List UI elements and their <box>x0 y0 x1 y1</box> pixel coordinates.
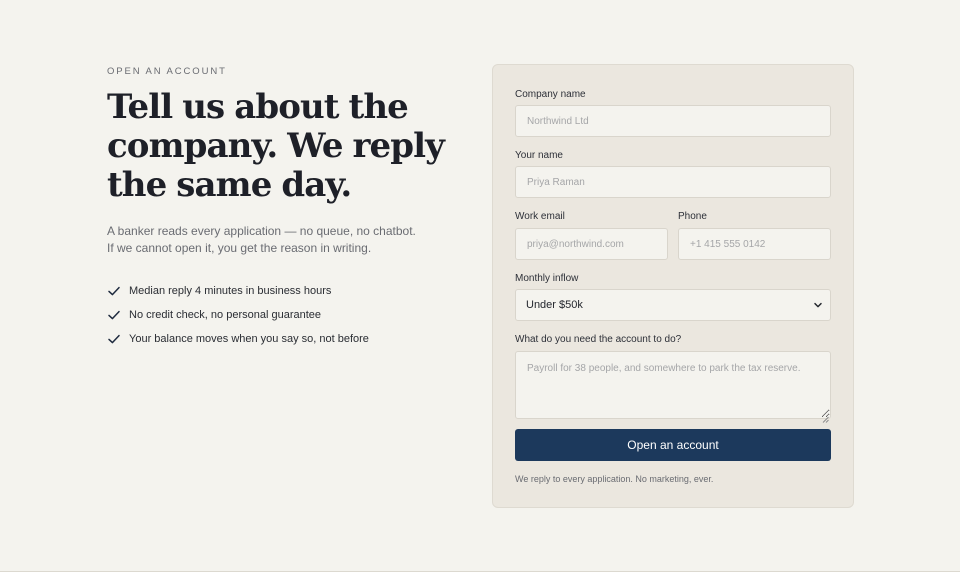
intro-description-line: A banker reads every application — no queue, no chatbot. <box>107 224 416 238</box>
purpose-textarea[interactable] <box>515 351 831 419</box>
monthly-inflow-selected-value: Under $50k <box>526 299 583 311</box>
list-item-text: No credit check, no personal guarantee <box>129 309 322 321</box>
company-name-label: Company name <box>515 89 586 100</box>
form-footnote: We reply to every application. No marketing, ever. <box>515 474 714 484</box>
chevron-down-icon <box>813 300 823 310</box>
your-name-label: Your name <box>515 150 563 161</box>
work-email-input[interactable] <box>515 228 668 260</box>
list-item <box>107 327 467 351</box>
purpose-label: What do you need the account to do? <box>515 334 682 345</box>
list-item <box>107 279 467 303</box>
intro-description <box>107 223 467 257</box>
open-account-button[interactable]: Open an account <box>515 429 831 461</box>
list-item-text: Your balance moves when you say so, not before <box>129 333 369 345</box>
eyebrow: OPEN AN ACCOUNT <box>107 66 227 77</box>
page-title: Tell us about the company. We reply the same day. <box>107 87 444 205</box>
resize-handle-icon[interactable] <box>822 410 829 417</box>
list-item-text: Median reply 4 minutes in business hours <box>129 285 332 297</box>
work-email-label: Work email <box>515 211 565 222</box>
check-icon <box>107 284 121 298</box>
intro-section <box>107 66 467 351</box>
check-icon <box>107 332 121 346</box>
company-name-input[interactable] <box>515 105 831 137</box>
phone-input[interactable] <box>678 228 831 260</box>
monthly-inflow-label: Monthly inflow <box>515 273 579 284</box>
check-icon <box>107 308 121 322</box>
your-name-input[interactable] <box>515 166 831 198</box>
account-application-form <box>492 64 854 508</box>
benefits-list <box>107 279 467 351</box>
list-item <box>107 303 467 327</box>
intro-description-line: If we cannot open it, you get the reason in writing. <box>107 241 372 255</box>
monthly-inflow-select[interactable] <box>515 289 831 321</box>
phone-label: Phone <box>678 211 707 222</box>
